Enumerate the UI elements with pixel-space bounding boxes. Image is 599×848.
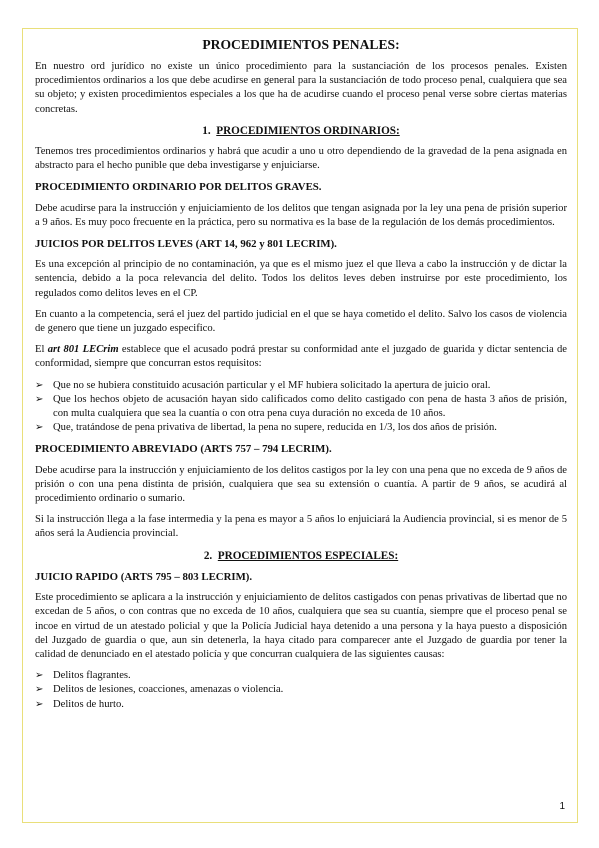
list-item-text: Delitos flagrantes. bbox=[53, 670, 131, 682]
list-item bbox=[35, 379, 567, 393]
list-item-text: Que no se hubiera constituido acusación particular y el MF hubiera solicitado la apertura de juicio oral. bbox=[53, 379, 491, 391]
section-1-title: PROCEDIMIENTOS ORDINARIOS: bbox=[216, 124, 400, 137]
section-1-intro: Tenemos tres procedimientos ordinarios y habrá que acudir a uno u otro dependiendo de la gravedad de la pena asignada en abstracto para el hecho punible que deba investigarse y enjuiciarse. bbox=[35, 146, 567, 172]
section-2-title: PROCEDIMIENTOS ESPECIALES: bbox=[217, 549, 399, 562]
arrow-bullet-icon: ➢ bbox=[35, 698, 44, 710]
page-number: 1 bbox=[559, 801, 565, 812]
list-item-text: Que, tratándose de pena privativa de libertad, la pena no supere, reducida en 1/3, los dos años de prisión. bbox=[53, 422, 497, 434]
leves-heading: JUICIOS POR DELITOS LEVES (ART 14, 962 y 801 LECRIM). bbox=[35, 238, 337, 251]
list-item bbox=[35, 669, 567, 683]
rapido-heading: JUICIO RAPIDO (ARTS 795 – 803 LECRIM). bbox=[35, 570, 253, 583]
list-item-text: Delitos de hurto. bbox=[53, 698, 124, 710]
list-item-text: Delitos de lesiones, coacciones, amenazas o violencia. bbox=[53, 684, 284, 696]
document-title: PROCEDIMIENTOS PENALES: bbox=[202, 37, 400, 52]
section-1-heading bbox=[35, 124, 567, 138]
list-item bbox=[35, 393, 567, 421]
list-item bbox=[35, 698, 567, 712]
list-item bbox=[35, 421, 567, 435]
abreviado-heading: PROCEDIMIENTO ABREVIADO (ARTS 757 – 794 LECRIM). bbox=[35, 443, 332, 456]
list-item bbox=[35, 683, 567, 697]
section-2-heading bbox=[35, 549, 567, 563]
rapido-causes-list bbox=[35, 669, 567, 712]
graves-heading: PROCEDIMIENTO ORDINARIO POR DELITOS GRAVES. bbox=[35, 181, 322, 194]
art-801-reference: art 801 LECrim bbox=[47, 344, 119, 356]
arrow-bullet-icon: ➢ bbox=[35, 670, 44, 682]
section-2-number: 2. bbox=[203, 549, 213, 562]
rapido-paragraph: Este procedimiento se aplicara a la instrucción y enjuiciamiento de delitos castigados con penas privativas de libertad que no excedan de 5 años, o con contras que no exceda de 10 años, cualquiera que sea su cuantía, siempre que el proceso penal se incoe en virtud de un atestado policial y que la Policía Judicial haya detenido a una persona y la haya puesto a disposición del Juzgado de guardia o que, aun sin detenerla, la haya citado para comparecer ante el Juzgado de guardia por tener la calidad de denunciado en el atestado policía y que concurran cualquiera de las siguientes causas: bbox=[35, 592, 567, 660]
leves-paragraph-1: Es una excepción al principio de no contaminación, ya que es el mismo juez el que lleva a cabo la instrucción y de dictar la sentencia, debido a la poca relevancia del delito. Todos los delitos leves deben instruirse por este procedimiento, los regulados como delitos leves en el CP. bbox=[35, 259, 567, 299]
arrow-bullet-icon: ➢ bbox=[35, 684, 44, 696]
graves-paragraph: Debe acudirse para la instrucción y enjuiciamiento de los delitos que tengan asignada por la ley una pena de prisión superior a 9 años. Es muy poco frecuente en la práctica, pero su normativa es la base de la regulación de los demás procedimientos. bbox=[35, 202, 567, 228]
arrow-bullet-icon: ➢ bbox=[35, 393, 44, 405]
abreviado-paragraph-2: Si la instrucción llega a la fase intermedia y la pena es mayor a 5 años lo enjuiciará la Audiencia provincial, si es menor de 5 años será la Audiencia provincial. bbox=[35, 514, 567, 540]
list-item-text: Que los hechos objeto de acusación hayan sido calificados como delito castigado con pena de hasta 3 años de prisión, con multa cualquiera que sea la cuantía o con otra pena cuya duración no exceda de 10 años. bbox=[53, 393, 567, 420]
document-content bbox=[35, 37, 567, 719]
leves-paragraph-2: En cuanto a la competencia, será el juez del partido judicial en el que se haya cometido el delito. Salvo los casos de violencia de genero que tiene un juzgado especifico. bbox=[35, 308, 567, 335]
leves-p3-post: establece que el acusado podrá prestar su conformidad ante el juzgado de guarida y dictar sentencia de conformidad, siempre que concurran estos requisitos: bbox=[35, 344, 567, 370]
arrow-bullet-icon: ➢ bbox=[35, 379, 44, 391]
leves-paragraph-3 bbox=[35, 343, 567, 371]
intro-paragraph: En nuestro ord jurídico no existe un único procedimiento para la sustanciación de los procesos penales. Existen procedimientos ordinarios a los que debe acudirse en general para la sustanciación de todo proceso penal, cualquiera que sea su objeto; y existen procedimientos especiales a los que ha de acudirse cuando el proceso penal verse sobre ciertas materias concretas. bbox=[35, 61, 567, 115]
section-1-number: 1. bbox=[202, 124, 211, 137]
leves-requirements-list bbox=[35, 379, 567, 436]
leves-p3-pre: El bbox=[35, 344, 48, 356]
arrow-bullet-icon: ➢ bbox=[35, 422, 44, 434]
abreviado-paragraph-1: Debe acudirse para la instrucción y enjuiciamiento de los delitos castigos por la ley con una pena que no exceda de 9 años de prisión o con una pena distinta de prisión, cualquiera que sea su extensión o cuantía. A partir de 9 años, se acudirá al procedimiento ordinario o sumario. bbox=[35, 464, 567, 505]
document-page bbox=[22, 28, 578, 823]
